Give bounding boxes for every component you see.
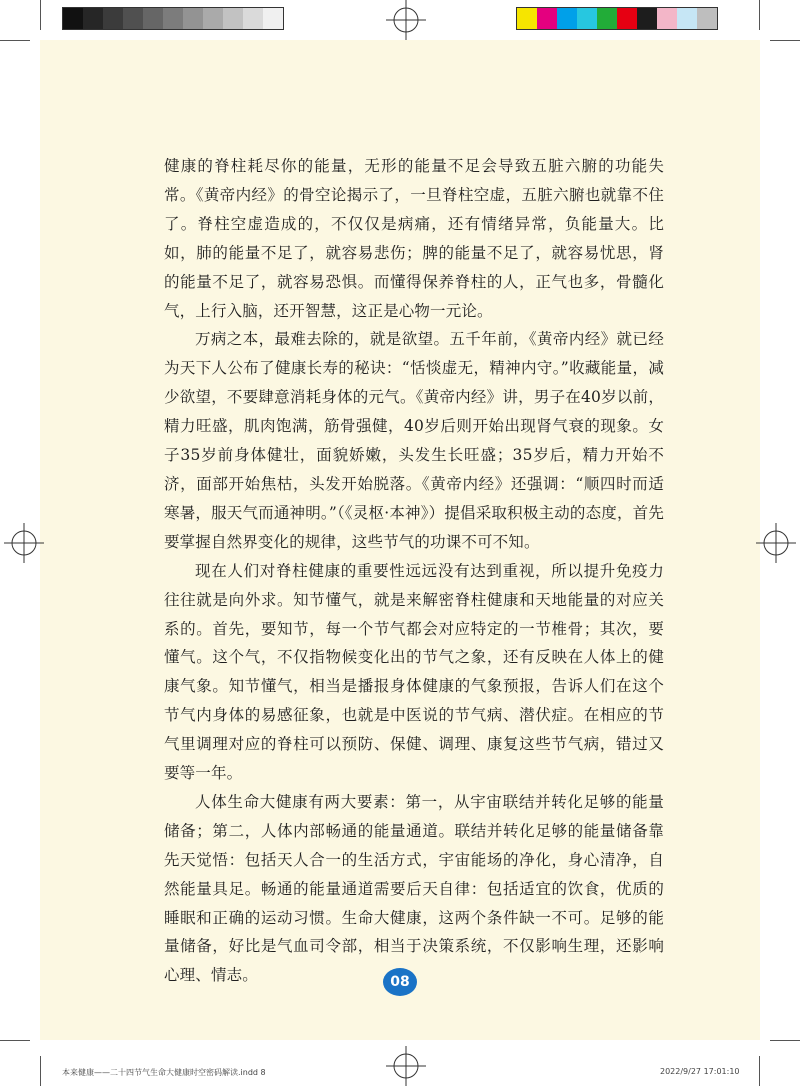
crop-mark xyxy=(759,0,760,30)
paragraph-1: 健康的脊柱耗尽你的能量，无形的能量不足会导致五脏六腑的功能失常。《黄帝内经》的骨空论揭示了，一旦脊柱空虚，五脏六腑也就靠不住了。脊柱空虚造成的，不仅仅是病痛，还有情绪异常，负能量大。比如，肺的能量不足了，就容易悲伤；脾的能量不足了，就容易忧思，肾的能量不足了，就容易恐惧。而懂得保养脊柱的人，正气也多，骨髓化气，上行入脑，还开智慧，这正是心物一元论。 xyxy=(164,157,664,320)
paragraph-4: 人体生命大健康有两大要素：第一，从宇宙联结并转化足够的能量储备；第二，人体内部畅通的能量通道。联结并转化足够的能量储备靠先天觉悟：包括天人合一的生活方式，宇宙能场的净化，身心清净，自然能量具足。畅通的能量通道需要后天自律：包括适宜的饮食，优质的睡眠和正确的运动习惯。生命大健康，这两个条件缺一不可。足够的能量储备，好比是气血司令部，相当于决策系统，不仅影响生理，还影响心理、情志。 xyxy=(164,792,664,985)
footer-file-name: 本来健康——二十四节气生命大健康时空密码解读.indd 8 xyxy=(62,1068,266,1077)
page-number-badge: 08 xyxy=(383,968,417,996)
color-swatch xyxy=(617,8,637,29)
crop-mark xyxy=(0,1040,30,1041)
gray-swatch xyxy=(103,8,123,29)
color-swatch xyxy=(697,8,717,29)
registration-mark-right-icon xyxy=(756,523,796,563)
gray-swatch xyxy=(243,8,263,29)
crop-mark xyxy=(770,1040,800,1041)
gray-swatch xyxy=(123,8,143,29)
registration-mark-left-icon xyxy=(4,523,44,563)
color-swatch xyxy=(557,8,577,29)
crop-mark xyxy=(40,0,41,30)
color-swatch xyxy=(637,8,657,29)
color-swatch xyxy=(577,8,597,29)
gray-swatch xyxy=(203,8,223,29)
color-swatch xyxy=(677,8,697,29)
crop-mark xyxy=(759,1056,760,1086)
color-swatch xyxy=(537,8,557,29)
paragraph-2: 万病之本，最难去除的，就是欲望。五千年前，《黄帝内经》就已经为天下人公布了健康长寿的秘诀：“恬惔虚无，精神内守。”收藏能量，减少欲望，不要肆意消耗身体的元气。《黄帝内经》讲，男子在40岁以前，精力旺盛，肌肉饱满，筋骨强健，40岁后则开始出现肾气衰的现象。女子35岁前身体健壮，面貌娇嫩，头发生长旺盛；35岁后，精力开始不济，面部开始焦枯，头发开始脱落。《黄帝内经》还强调：“顺四时而适寒暑，服天气而通神明。”（《灵枢·本神》）提倡采取积极主动的态度，首先要掌握自然界变化的规律，这些节气的功课不可不知。 xyxy=(164,330,664,551)
registration-mark-top-icon xyxy=(386,0,426,40)
crop-mark xyxy=(0,40,30,41)
color-calibration-bar xyxy=(516,7,718,30)
color-swatch xyxy=(657,8,677,29)
body-text xyxy=(164,152,664,990)
crop-mark xyxy=(40,1056,41,1086)
footer-timestamp: 2022/9/27 17:01:10 xyxy=(660,1067,740,1076)
gray-swatch xyxy=(183,8,203,29)
grayscale-calibration-bar xyxy=(62,7,284,30)
registration-mark-bottom-icon xyxy=(386,1046,426,1086)
gray-swatch xyxy=(223,8,243,29)
gray-swatch xyxy=(83,8,103,29)
color-swatch xyxy=(517,8,537,29)
gray-swatch xyxy=(63,8,83,29)
crop-mark xyxy=(770,40,800,41)
color-swatch xyxy=(597,8,617,29)
gray-swatch xyxy=(263,8,283,29)
gray-swatch xyxy=(143,8,163,29)
paragraph-3: 现在人们对脊柱健康的重要性远远没有达到重视，所以提升免疫力往往就是向外求。知节懂气，就是来解密脊柱健康和天地能量的对应关系的。首先，要知节，每一个节气都会对应特定的一节椎骨；其次，要懂气。这个气，不仅指物候变化出的节气之象，还有反映在人体上的健康气象。知节懂气，相当是播报身体健康的气象预报，告诉人们在这个节气内身体的易感征象，也就是中医说的节气病、潜伏症。在相应的节气里调理对应的脊柱可以预防、保健、调理、康复这些节气病，错过又要等一年。 xyxy=(164,561,664,783)
gray-swatch xyxy=(163,8,183,29)
